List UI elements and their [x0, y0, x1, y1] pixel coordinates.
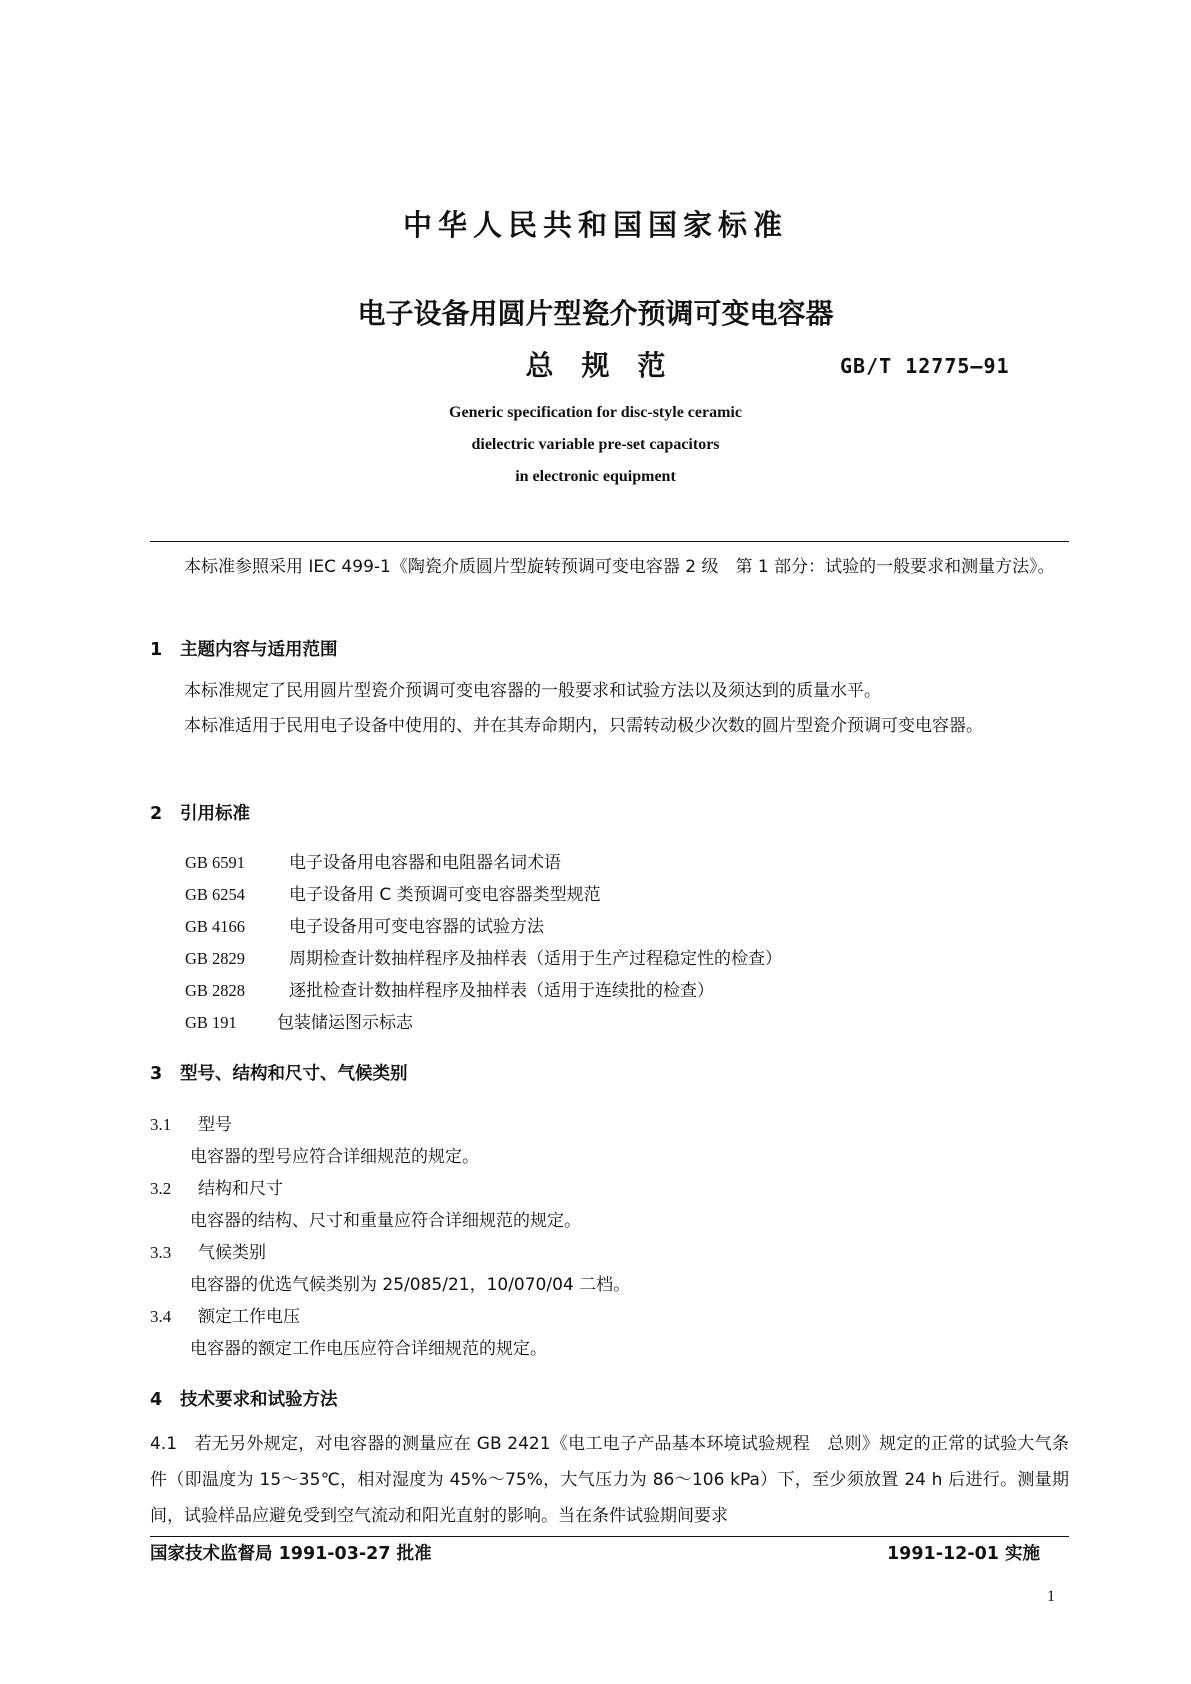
- subsection-3-3: [150, 1238, 266, 1263]
- subsection-number: 3.1: [150, 1115, 172, 1134]
- paragraph-4-1: 4.1 若无另外规定，对电容器的测量应在 GB 2421《电工电子产品基本环境试验规程 总则》规定的正常的试验大气条件（即温度为 15～35℃，相对湿度为 45%～75%，大气压力为 86～106 kPa）下，至少须放置 24 h 后进行。测量期间，试验样品应避免受到空气流动和阳光直射的影响。当在条件试验期间要求: [150, 1434, 1069, 1526]
- reference-item: [185, 912, 544, 937]
- subsection-title: 型号: [198, 1115, 232, 1135]
- reference-title: 周期检查计数抽样程序及抽样表（适用于生产过程稳定性的检查）: [289, 949, 782, 969]
- reference-title: 电子设备用 C 类预调可变电容器类型规范: [289, 885, 601, 905]
- section-1-paragraph-2: 本标准适用于民用电子设备中使用的、并在其寿命期内，只需转动极少次数的圆片型瓷介预调可变电容器。: [184, 716, 983, 736]
- subsection-title: 额定工作电压: [198, 1307, 300, 1327]
- intro-paragraph: 本标准参照采用 IEC 499-1《陶瓷介质圆片型旋转预调可变电容器 2 级 第 1 部分：试验的一般要求和测量方法》。: [184, 557, 1055, 577]
- footer-divider: [150, 1536, 1069, 1537]
- header-divider: [150, 541, 1069, 542]
- subsection-text: 电容器的额定工作电压应符合详细规范的规定。: [190, 1339, 547, 1359]
- approval-date: 国家技术监督局 1991-03-27 批准: [150, 1544, 432, 1564]
- section-4-heading: [150, 1386, 338, 1411]
- subsection-number: 3.2: [150, 1179, 172, 1198]
- subsection-text: 电容器的结构、尺寸和重量应符合详细规范的规定。: [190, 1211, 581, 1231]
- implementation-date: 1991-12-01 实施: [887, 1544, 1041, 1564]
- reference-item: [185, 944, 782, 969]
- national-standard-heading: 中华人民共和国国家标准: [402, 208, 788, 242]
- subsection-number: 3.4: [150, 1307, 172, 1326]
- reference-code: GB 2829: [185, 949, 246, 968]
- subsection-text: 电容器的优选气候类别为 25/085/21，10/070/04 二档。: [190, 1275, 631, 1295]
- section-2-heading: [150, 800, 250, 825]
- section-number: 3: [150, 1064, 163, 1084]
- subsection-3-2: [150, 1174, 283, 1199]
- subsection-3-1: [150, 1110, 232, 1135]
- reference-code: GB 4166: [185, 917, 246, 936]
- reference-code: GB 6254: [185, 885, 246, 904]
- reference-title: 逐批检查计数抽样程序及抽样表（适用于连续批的检查）: [289, 981, 714, 1001]
- reference-title: 包装储运图示标志: [277, 1013, 413, 1033]
- standard-number: GB/T 12775—91: [840, 354, 1010, 378]
- section-number: 1: [150, 640, 163, 660]
- english-title-line3: in electronic equipment: [515, 468, 676, 485]
- reference-item: [185, 1008, 413, 1033]
- english-title-line1: Generic specification for disc-style ceramic: [449, 404, 742, 421]
- subsection-title: 结构和尺寸: [198, 1179, 283, 1199]
- reference-item: [185, 976, 714, 1001]
- reference-code: GB 6591: [185, 853, 246, 872]
- english-title-line2: dielectric variable pre-set capacitors: [471, 436, 720, 453]
- reference-code: GB 2828: [185, 981, 246, 1000]
- section-number: 2: [150, 804, 163, 824]
- section-title: 主题内容与适用范围: [180, 640, 338, 660]
- section-title: 型号、结构和尺寸、气候类别: [180, 1064, 408, 1084]
- section-title: 引用标准: [180, 804, 250, 824]
- subsection-text: 电容器的型号应符合详细规范的规定。: [190, 1147, 479, 1167]
- reference-item: [185, 848, 561, 873]
- section-number: 4: [150, 1390, 163, 1410]
- subsection-3-4: [150, 1302, 300, 1327]
- section-3-heading: [150, 1060, 408, 1085]
- reference-title: 电子设备用电容器和电阻器名词术语: [289, 853, 561, 873]
- reference-item: [185, 880, 601, 905]
- subsection-title: 气候类别: [198, 1243, 266, 1263]
- section-1-heading: [150, 636, 338, 661]
- reference-title: 电子设备用可变电容器的试验方法: [289, 917, 544, 937]
- reference-code: GB 191: [185, 1013, 237, 1032]
- document-title: 电子设备用圆片型瓷介预调可变电容器: [357, 297, 834, 330]
- section-title: 技术要求和试验方法: [180, 1390, 338, 1410]
- document-title-line2: 总规范: [525, 349, 694, 382]
- section-1-paragraph-1: 本标准规定了民用圆片型瓷介预调可变电容器的一般要求和试验方法以及须达到的质量水平。: [184, 681, 881, 701]
- subsection-number: 3.3: [150, 1243, 172, 1262]
- page-number: 1: [1047, 1588, 1055, 1605]
